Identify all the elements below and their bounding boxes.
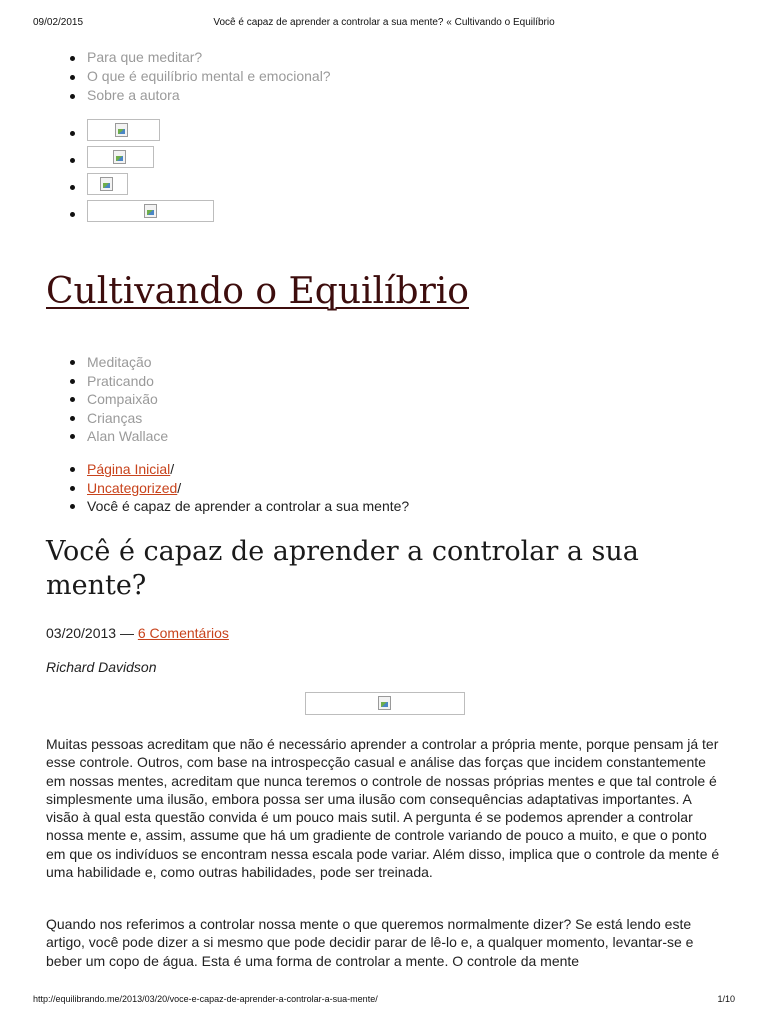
comments-link[interactable]: 6 Comentários [137, 625, 229, 641]
social-link[interactable] [46, 146, 87, 173]
breadcrumb [46, 460, 409, 516]
post-author: Richard Davidson [46, 659, 157, 675]
post-paragraph: Muitas pessoas acreditam que não é necessário aprender a controlar a própria mente, porque pensam já ter esse controle. Outros, com base na introspecção casual e análise das forças que incidem constantemente em nossas mentes, acreditam que nunca teremos o controle de nossas próprias mentes e que tal controle é simplesmente uma ilusão, embora possa ser uma ilusão com consequências adaptativas importantes. A visão à qual esta questão convida é um pouco mais sutil. A pergunta é se podemos aprender a controlar nossa mente e, assim, assume que há um gradiente de controle variando de pouco a muito, e que o ponto em que os indivíduos se encontram nessa escala pode variar. Além disso, implica que o controle da mente é uma habilidade e, como outras habilidades, pode ser treinada. [46, 736, 720, 881]
broken-image-icon [113, 150, 126, 164]
breadcrumb-separator: / [170, 461, 175, 477]
post-title: Você é capaz de aprender a controlar a sua mente? [46, 536, 639, 601]
category-menu-item[interactable]: Alan Wallace [46, 427, 168, 446]
social-link[interactable] [46, 173, 87, 200]
category-menu-item[interactable]: Crianças [46, 409, 168, 428]
post-image [305, 692, 465, 715]
top-menu-item[interactable]: Para que meditar? [46, 48, 331, 67]
social-image[interactable] [87, 173, 128, 195]
category-menu [46, 353, 168, 446]
breadcrumb-separator: / [177, 479, 182, 496]
post-meta [46, 625, 229, 641]
broken-image-icon [378, 696, 391, 710]
breadcrumb-home-link[interactable]: Página Inicial [87, 461, 171, 477]
category-menu-item[interactable]: Compaixão [46, 390, 168, 409]
print-url: http://equilibrando.me/2013/03/20/voce-e-capaz-de-aprender-a-controlar-a-sua-mente/ [33, 994, 378, 1004]
top-menu [46, 48, 331, 105]
breadcrumb-item [46, 460, 409, 479]
broken-image-icon [115, 123, 128, 137]
print-footer [33, 994, 735, 1008]
social-image[interactable] [87, 146, 154, 168]
meta-separator: — [116, 625, 138, 641]
breadcrumb-category-link[interactable]: Uncategorized [87, 479, 178, 496]
top-menu-item[interactable]: O que é equilíbrio mental e emocional? [46, 67, 331, 86]
breadcrumb-current: Você é capaz de aprender a controlar a sua mente? [46, 497, 409, 516]
social-links [46, 119, 87, 227]
broken-image-icon [100, 177, 113, 191]
print-page-title: Você é capaz de aprender a controlar a sua mente? « Cultivando o Equilíbrio [213, 17, 555, 28]
print-header [33, 17, 735, 31]
broken-image-icon [144, 204, 157, 218]
category-menu-item[interactable]: Praticando [46, 372, 168, 391]
category-menu-item[interactable]: Meditação [46, 353, 168, 372]
print-page-number: 1/10 [717, 994, 735, 1004]
breadcrumb-item [46, 479, 409, 498]
post-date: 03/20/2013 [46, 625, 117, 641]
social-link[interactable] [46, 119, 87, 146]
social-link[interactable] [46, 200, 87, 227]
print-date: 09/02/2015 [33, 17, 84, 28]
post-paragraph: Quando nos referimos a controlar nossa mente o que queremos normalmente dizer? Se está lendo este artigo, você pode dizer a si mesmo que pode decidir parar de lê-lo e, a qualquer momento, levantar-se e beber um copo de água. Esta é uma forma de controlar a mente. O controle da mente [46, 916, 694, 969]
site-title[interactable]: Cultivando o Equilíbrio [46, 271, 469, 312]
social-image[interactable] [87, 200, 214, 222]
top-menu-item[interactable]: Sobre a autora [46, 86, 331, 105]
social-image[interactable] [87, 119, 160, 141]
